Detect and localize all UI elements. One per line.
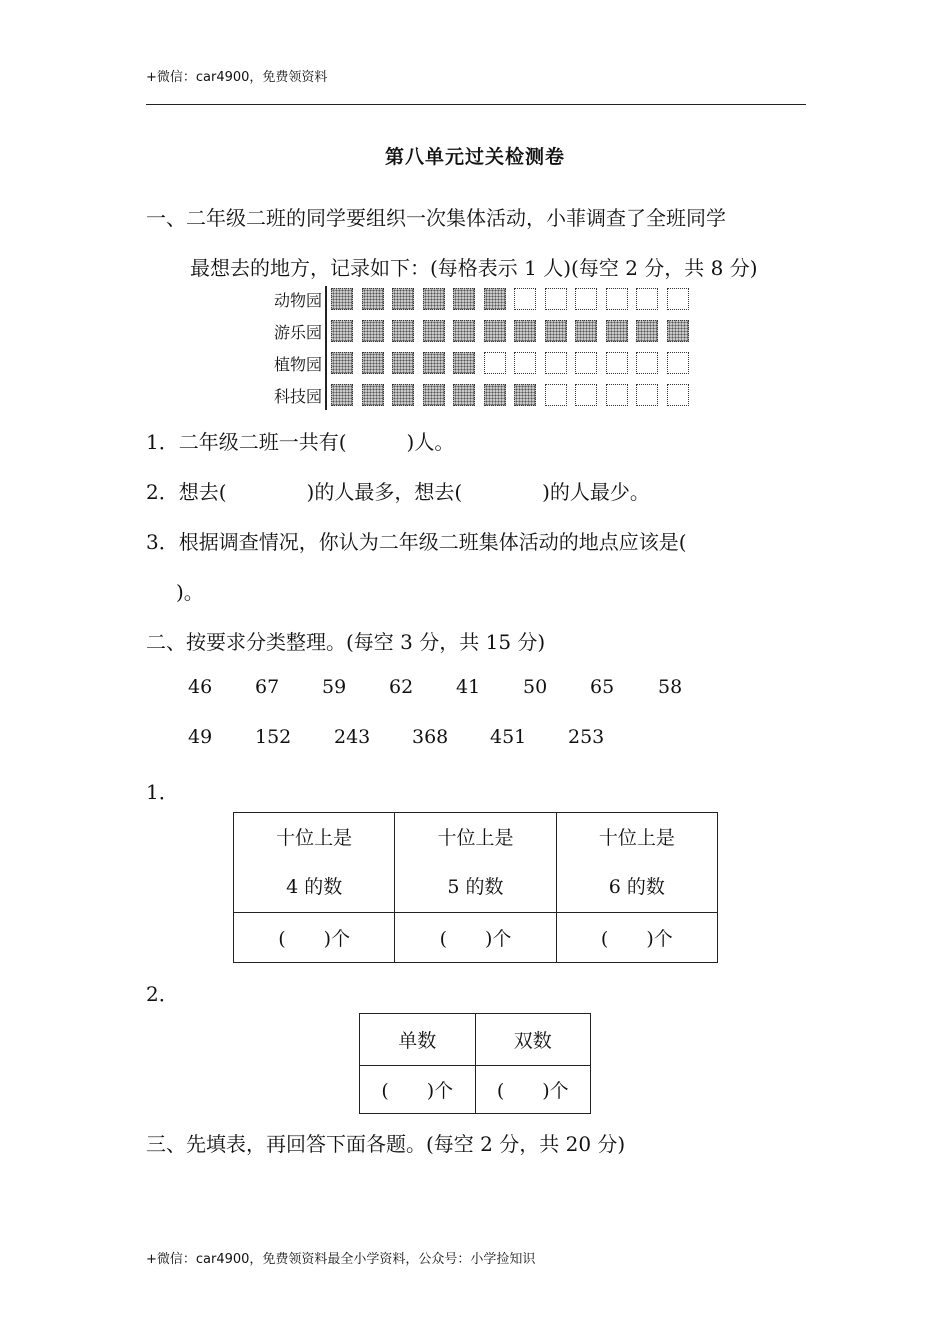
table2-header-even: 双数 — [475, 1014, 591, 1066]
chart-filled-cell — [423, 384, 445, 406]
table1-answer-5[interactable]: ( )个 — [395, 913, 556, 963]
chart-filled-cell — [484, 320, 506, 342]
number-item: 368 — [412, 726, 449, 748]
chart-filled-cell — [362, 384, 384, 406]
chart-filled-cell — [484, 384, 506, 406]
chart-filled-cell — [423, 288, 445, 310]
q1-sub3-line2: )。 — [176, 580, 204, 604]
q1-sub3-line1: 3．根据调查情况，你认为二年级二班集体活动的地点应该是( — [146, 530, 687, 554]
chart-filled-cell — [362, 352, 384, 374]
odd-even-table — [359, 1013, 591, 1114]
header-note: +微信：car4900，免费领资料 — [146, 70, 328, 85]
chart-filled-cell — [362, 288, 384, 310]
chart-filled-cell — [331, 352, 353, 374]
table1-header-5: 十位上是 5 的数 — [395, 813, 556, 913]
chart-category-label: 科技园 — [273, 387, 322, 406]
number-item: 253 — [568, 726, 605, 748]
table1-header-6: 十位上是 6 的数 — [556, 813, 717, 913]
chart-filled-cell — [514, 384, 536, 406]
chart-empty-cell — [545, 384, 567, 406]
chart-filled-cell — [514, 320, 536, 342]
table1-answer-4[interactable]: ( )个 — [234, 913, 395, 963]
chart-filled-cell — [484, 288, 506, 310]
q2-stem: 二、按要求分类整理。(每空 3 分，共 15 分) — [146, 630, 546, 654]
chart-filled-cell — [423, 320, 445, 342]
number-item: 41 — [456, 676, 481, 698]
chart-empty-cell — [667, 352, 689, 374]
chart-empty-cell — [575, 288, 597, 310]
chart-category-label: 游乐园 — [273, 323, 322, 342]
chart-empty-cell — [575, 384, 597, 406]
chart-empty-cell — [636, 288, 658, 310]
chart-empty-cell — [484, 352, 506, 374]
chart-empty-cell — [667, 288, 689, 310]
chart-empty-cell — [606, 384, 628, 406]
table2-answer-odd[interactable]: ( )个 — [360, 1066, 476, 1114]
chart-empty-cell — [606, 288, 628, 310]
q3-stem: 三、先填表，再回答下面各题。(每空 2 分，共 20 分) — [146, 1132, 626, 1156]
chart-filled-cell — [636, 320, 658, 342]
number-item: 59 — [322, 676, 347, 698]
chart-category-label: 植物园 — [273, 355, 322, 374]
chart-empty-cell — [575, 352, 597, 374]
pictograph-chart — [258, 286, 698, 412]
q2-part1-label: 1． — [146, 780, 179, 804]
number-item: 62 — [389, 676, 414, 698]
chart-empty-cell — [636, 352, 658, 374]
chart-empty-cell — [545, 288, 567, 310]
chart-empty-cell — [636, 384, 658, 406]
number-item: 58 — [658, 676, 683, 698]
chart-filled-cell — [331, 320, 353, 342]
number-item: 67 — [255, 676, 280, 698]
table1-answer-6[interactable]: ( )个 — [556, 913, 717, 963]
number-item: 49 — [188, 726, 213, 748]
chart-filled-cell — [453, 320, 475, 342]
numbers-row-2 — [0, 726, 950, 752]
chart-filled-cell — [362, 320, 384, 342]
chart-filled-cell — [606, 320, 628, 342]
q2-part2-label: 2． — [146, 982, 179, 1006]
chart-filled-cell — [392, 352, 414, 374]
number-item: 152 — [255, 726, 292, 748]
chart-empty-cell — [667, 384, 689, 406]
q1-stem-line2: 最想去的地方，记录如下：(每格表示 1 人)(每空 2 分，共 8 分) — [190, 256, 758, 280]
tens-digit-table — [233, 812, 718, 963]
number-item: 65 — [590, 676, 615, 698]
chart-filled-cell — [545, 320, 567, 342]
chart-filled-cell — [575, 320, 597, 342]
chart-empty-cell — [606, 352, 628, 374]
footer-note: +微信：car4900，免费领资料最全小学资料，公众号：小学捡知识 — [146, 1252, 536, 1267]
chart-filled-cell — [667, 320, 689, 342]
number-item: 50 — [523, 676, 548, 698]
chart-empty-cell — [514, 352, 536, 374]
numbers-row-1 — [0, 676, 950, 702]
chart-filled-cell — [453, 288, 475, 310]
chart-axis — [325, 286, 327, 410]
table2-answer-even[interactable]: ( )个 — [475, 1066, 591, 1114]
page-title: 第八单元过关检测卷 — [384, 146, 565, 168]
number-item: 46 — [188, 676, 213, 698]
chart-filled-cell — [453, 384, 475, 406]
chart-filled-cell — [423, 352, 445, 374]
chart-filled-cell — [392, 320, 414, 342]
chart-empty-cell — [545, 352, 567, 374]
header-divider — [146, 104, 806, 105]
q1-stem-line1: 一、二年级二班的同学要组织一次集体活动，小菲调查了全班同学 — [146, 206, 726, 230]
table1-header-4: 十位上是 4 的数 — [234, 813, 395, 913]
chart-empty-cell — [514, 288, 536, 310]
chart-filled-cell — [453, 352, 475, 374]
chart-filled-cell — [392, 288, 414, 310]
chart-filled-cell — [331, 384, 353, 406]
table2-header-odd: 单数 — [360, 1014, 476, 1066]
chart-filled-cell — [331, 288, 353, 310]
q1-sub1: 1．二年级二班一共有( )人。 — [146, 430, 455, 454]
q1-sub2: 2．想去( )的人最多，想去( )的人最少。 — [146, 480, 650, 504]
chart-filled-cell — [392, 384, 414, 406]
number-item: 243 — [334, 726, 371, 748]
number-item: 451 — [490, 726, 527, 748]
chart-category-label: 动物园 — [273, 291, 322, 310]
